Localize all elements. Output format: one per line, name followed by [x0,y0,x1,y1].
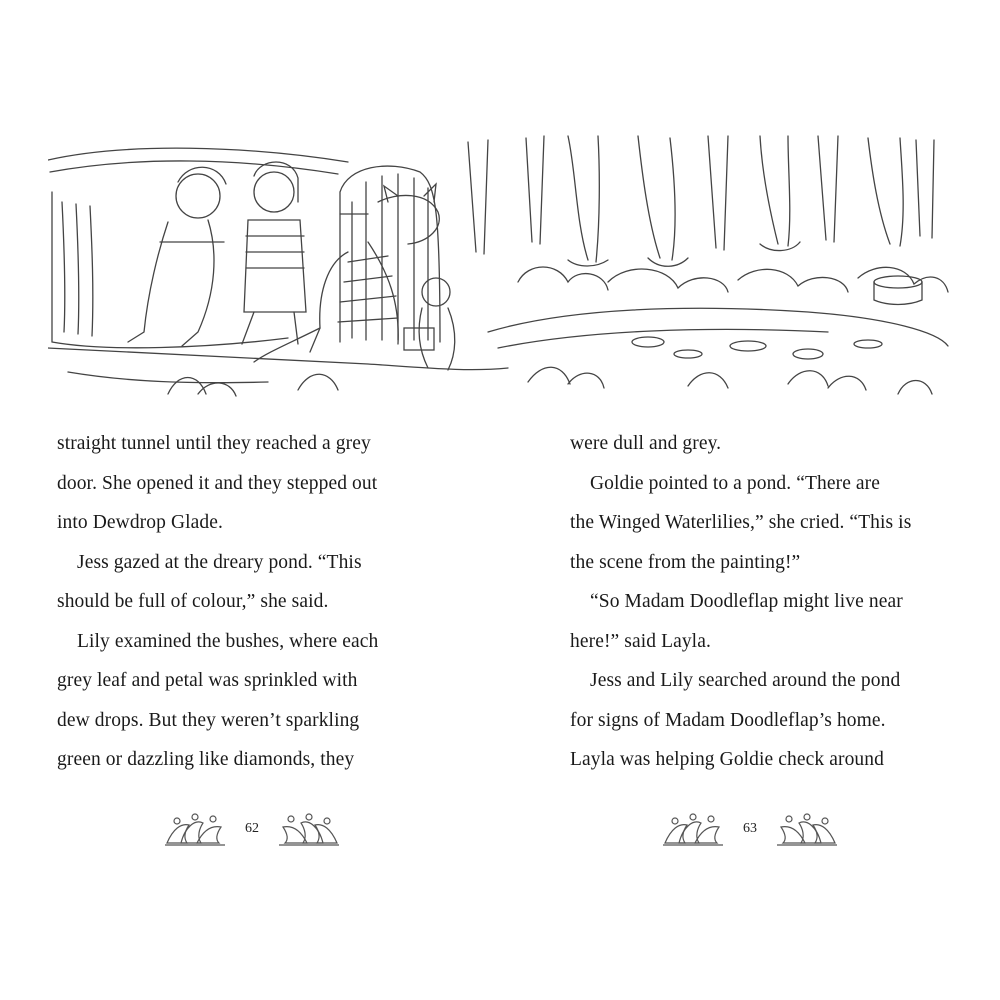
right-page-folio [661,806,839,852]
page-number: 63 [743,821,757,836]
text-line: grey leaf and petal was sprinkled with [57,670,358,691]
illustration-sketch-icon [48,132,950,414]
text-line: Layla was helping Goldie check around [570,749,884,770]
text-line: door. She opened it and they stepped out [57,472,378,494]
forest-pond-illustration [48,132,950,414]
text-line: the Winged Waterlilies,” she cried. “This is [570,512,912,533]
text-line: the scene from the painting!” [570,551,801,573]
text-line: for signs of Madam Doodleflap’s home. [570,709,886,731]
leaf-ornament-icon [163,809,227,849]
leaf-ornament-icon [775,809,839,849]
text-line: “So Madam Doodleflap might live near [590,591,903,612]
right-page-text [570,424,911,780]
left-page-folio [163,806,341,852]
text-line: here!” said Layla. [570,630,711,652]
text-line: Jess and Lily searched around the pond [590,670,901,691]
text-line: Lily examined the bushes, where each [77,630,379,652]
text-line: should be full of colour,” she said. [57,591,329,612]
text-line: green or dazzling like diamonds, they [57,749,355,770]
text-line: were dull and grey. [570,433,722,454]
text-line: straight tunnel until they reached a grey [57,433,371,454]
text-line: dew drops. But they weren’t sparkling [57,709,360,731]
page-number: 62 [245,821,259,836]
text-line: into Dewdrop Glade. [57,512,223,533]
text-line: Goldie pointed to a pond. “There are [590,472,881,494]
leaf-ornament-icon [661,809,725,849]
text-line: Jess gazed at the dreary pond. “This [77,551,362,573]
left-page-text [57,424,378,780]
leaf-ornament-icon [277,809,341,849]
